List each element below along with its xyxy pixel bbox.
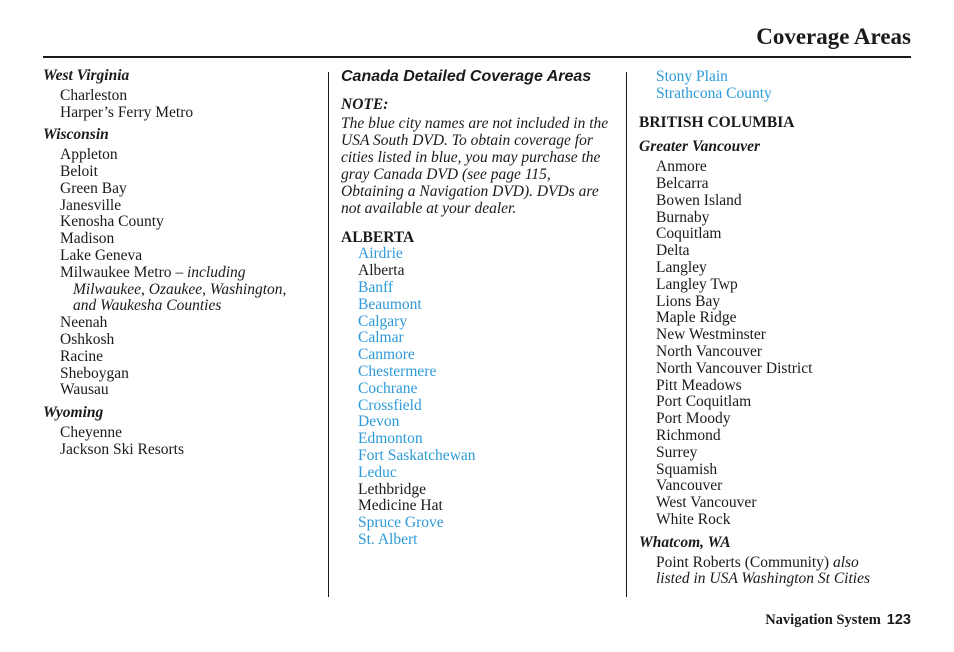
city-item: Appleton bbox=[60, 146, 118, 164]
region-heading: Greater Vancouver bbox=[639, 138, 760, 156]
city-item: Beloit bbox=[60, 162, 98, 180]
city-note-continuation: Milwaukee, Ozaukee, Washington, bbox=[73, 280, 287, 298]
city-item: Belcarra bbox=[656, 174, 709, 192]
city-item: Kenosha County bbox=[60, 213, 164, 231]
city-item: Neenah bbox=[60, 314, 108, 332]
city-item: Alberta bbox=[358, 262, 405, 280]
city-item-milwaukee bbox=[60, 265, 318, 282]
city-item: Coquitlam bbox=[656, 225, 722, 243]
region-heading: Wisconsin bbox=[43, 126, 109, 144]
region-heading: Whatcom, WA bbox=[639, 533, 731, 551]
city-item: Cochrane bbox=[358, 379, 418, 397]
city-item: Jackson Ski Resorts bbox=[60, 440, 184, 458]
city-item: Banff bbox=[358, 278, 394, 296]
province-heading: ALBERTA bbox=[341, 228, 415, 246]
city-list bbox=[639, 159, 909, 529]
city-item: Sheboygan bbox=[60, 364, 129, 382]
city-item: Stony Plain bbox=[656, 68, 728, 85]
note-label: NOTE: bbox=[341, 95, 389, 113]
city-name: Point Roberts (Community) bbox=[656, 553, 833, 571]
province-heading: BRITISH COLUMBIA bbox=[639, 113, 795, 131]
city-note: also bbox=[832, 553, 859, 571]
city-item: Delta bbox=[656, 242, 690, 260]
city-item: Harper’s Ferry Metro bbox=[60, 103, 194, 121]
city-item: Burnaby bbox=[656, 208, 710, 226]
page-number: 123 bbox=[886, 612, 911, 628]
city-item: Airdrie bbox=[358, 245, 403, 263]
city-item: Devon bbox=[358, 413, 400, 431]
city-item: Madison bbox=[60, 230, 115, 248]
city-item: North Vancouver bbox=[656, 342, 763, 360]
city-item: Spruce Grove bbox=[358, 514, 444, 532]
city-item: Green Bay bbox=[60, 179, 127, 197]
city-item: Wausau bbox=[60, 381, 109, 399]
city-item: Langley bbox=[656, 258, 707, 276]
city-item: Charleston bbox=[60, 86, 128, 104]
section-west-virginia bbox=[43, 68, 318, 121]
city-item: Port Coquitlam bbox=[656, 393, 752, 411]
column-canada-alberta bbox=[341, 68, 616, 549]
city-item: West Vancouver bbox=[656, 494, 757, 512]
region-heading: Wyoming bbox=[43, 404, 104, 422]
city-item: Fort Saskatchewan bbox=[358, 446, 476, 464]
city-item: North Vancouver District bbox=[656, 359, 813, 377]
city-item: Calgary bbox=[358, 312, 408, 330]
city-item: Medicine Hat bbox=[358, 497, 443, 515]
city-item: Bowen Island bbox=[656, 191, 742, 209]
column-divider bbox=[626, 72, 627, 597]
city-item: Janesville bbox=[60, 196, 122, 214]
city-item: White Rock bbox=[656, 510, 731, 528]
city-item: Vancouver bbox=[656, 477, 723, 495]
header-divider bbox=[43, 56, 911, 58]
city-list bbox=[341, 246, 616, 548]
city-item: Strathcona County bbox=[656, 84, 772, 102]
city-note-continuation: listed in USA Washington St Cities bbox=[656, 570, 871, 588]
city-item: Chestermere bbox=[358, 362, 437, 380]
region-heading: West Virginia bbox=[43, 67, 130, 84]
city-item: Surrey bbox=[656, 443, 698, 461]
city-note-continuation: and Waukesha Counties bbox=[73, 297, 222, 315]
city-item: Port Moody bbox=[656, 410, 731, 428]
page-footer bbox=[765, 611, 911, 629]
city-item: New Westminster bbox=[656, 326, 766, 344]
city-item: Richmond bbox=[656, 426, 721, 444]
city-name: Milwaukee Metro – bbox=[60, 263, 187, 281]
city-item-point-roberts bbox=[656, 555, 909, 572]
section-wyoming bbox=[43, 405, 318, 458]
page-title: Coverage Areas bbox=[756, 24, 911, 49]
column-us-states bbox=[43, 68, 318, 465]
note-text: The blue city names are not included in the USA South DVD. To obtain coverage for cities listed in blue, you may purchase the gray Canada DVD (see page 115, Obtaining a Navigation DVD). DVDs are not available at your dealer. bbox=[341, 114, 609, 217]
city-item: Lake Geneva bbox=[60, 246, 143, 264]
city-item: Beaumont bbox=[358, 295, 422, 313]
city-item: Maple Ridge bbox=[656, 309, 737, 327]
column-canada-bc bbox=[639, 69, 909, 594]
city-note: including bbox=[186, 263, 246, 281]
city-item: Langley Twp bbox=[656, 275, 738, 293]
section-wisconsin bbox=[43, 127, 318, 399]
city-item: Anmore bbox=[656, 158, 707, 176]
city-item: Edmonton bbox=[358, 430, 423, 448]
city-item: Calmar bbox=[358, 329, 404, 347]
column-divider bbox=[328, 72, 329, 597]
city-item: Racine bbox=[60, 347, 104, 365]
section-heading: Canada Detailed Coverage Areas bbox=[341, 68, 592, 85]
city-item: Canmore bbox=[358, 346, 415, 364]
city-item: Squamish bbox=[656, 460, 718, 478]
section-greater-vancouver bbox=[639, 139, 909, 528]
city-item: Lethbridge bbox=[358, 480, 427, 498]
section-whatcom bbox=[639, 535, 909, 588]
city-item: Cheyenne bbox=[60, 423, 122, 441]
city-item: Lions Bay bbox=[656, 292, 721, 310]
city-item: Crossfield bbox=[358, 396, 422, 414]
city-item: St. Albert bbox=[358, 530, 418, 548]
footer-label: Navigation System bbox=[765, 612, 881, 628]
city-item: Pitt Meadows bbox=[656, 376, 742, 394]
city-item: Oshkosh bbox=[60, 330, 115, 348]
city-item: Leduc bbox=[358, 463, 397, 481]
